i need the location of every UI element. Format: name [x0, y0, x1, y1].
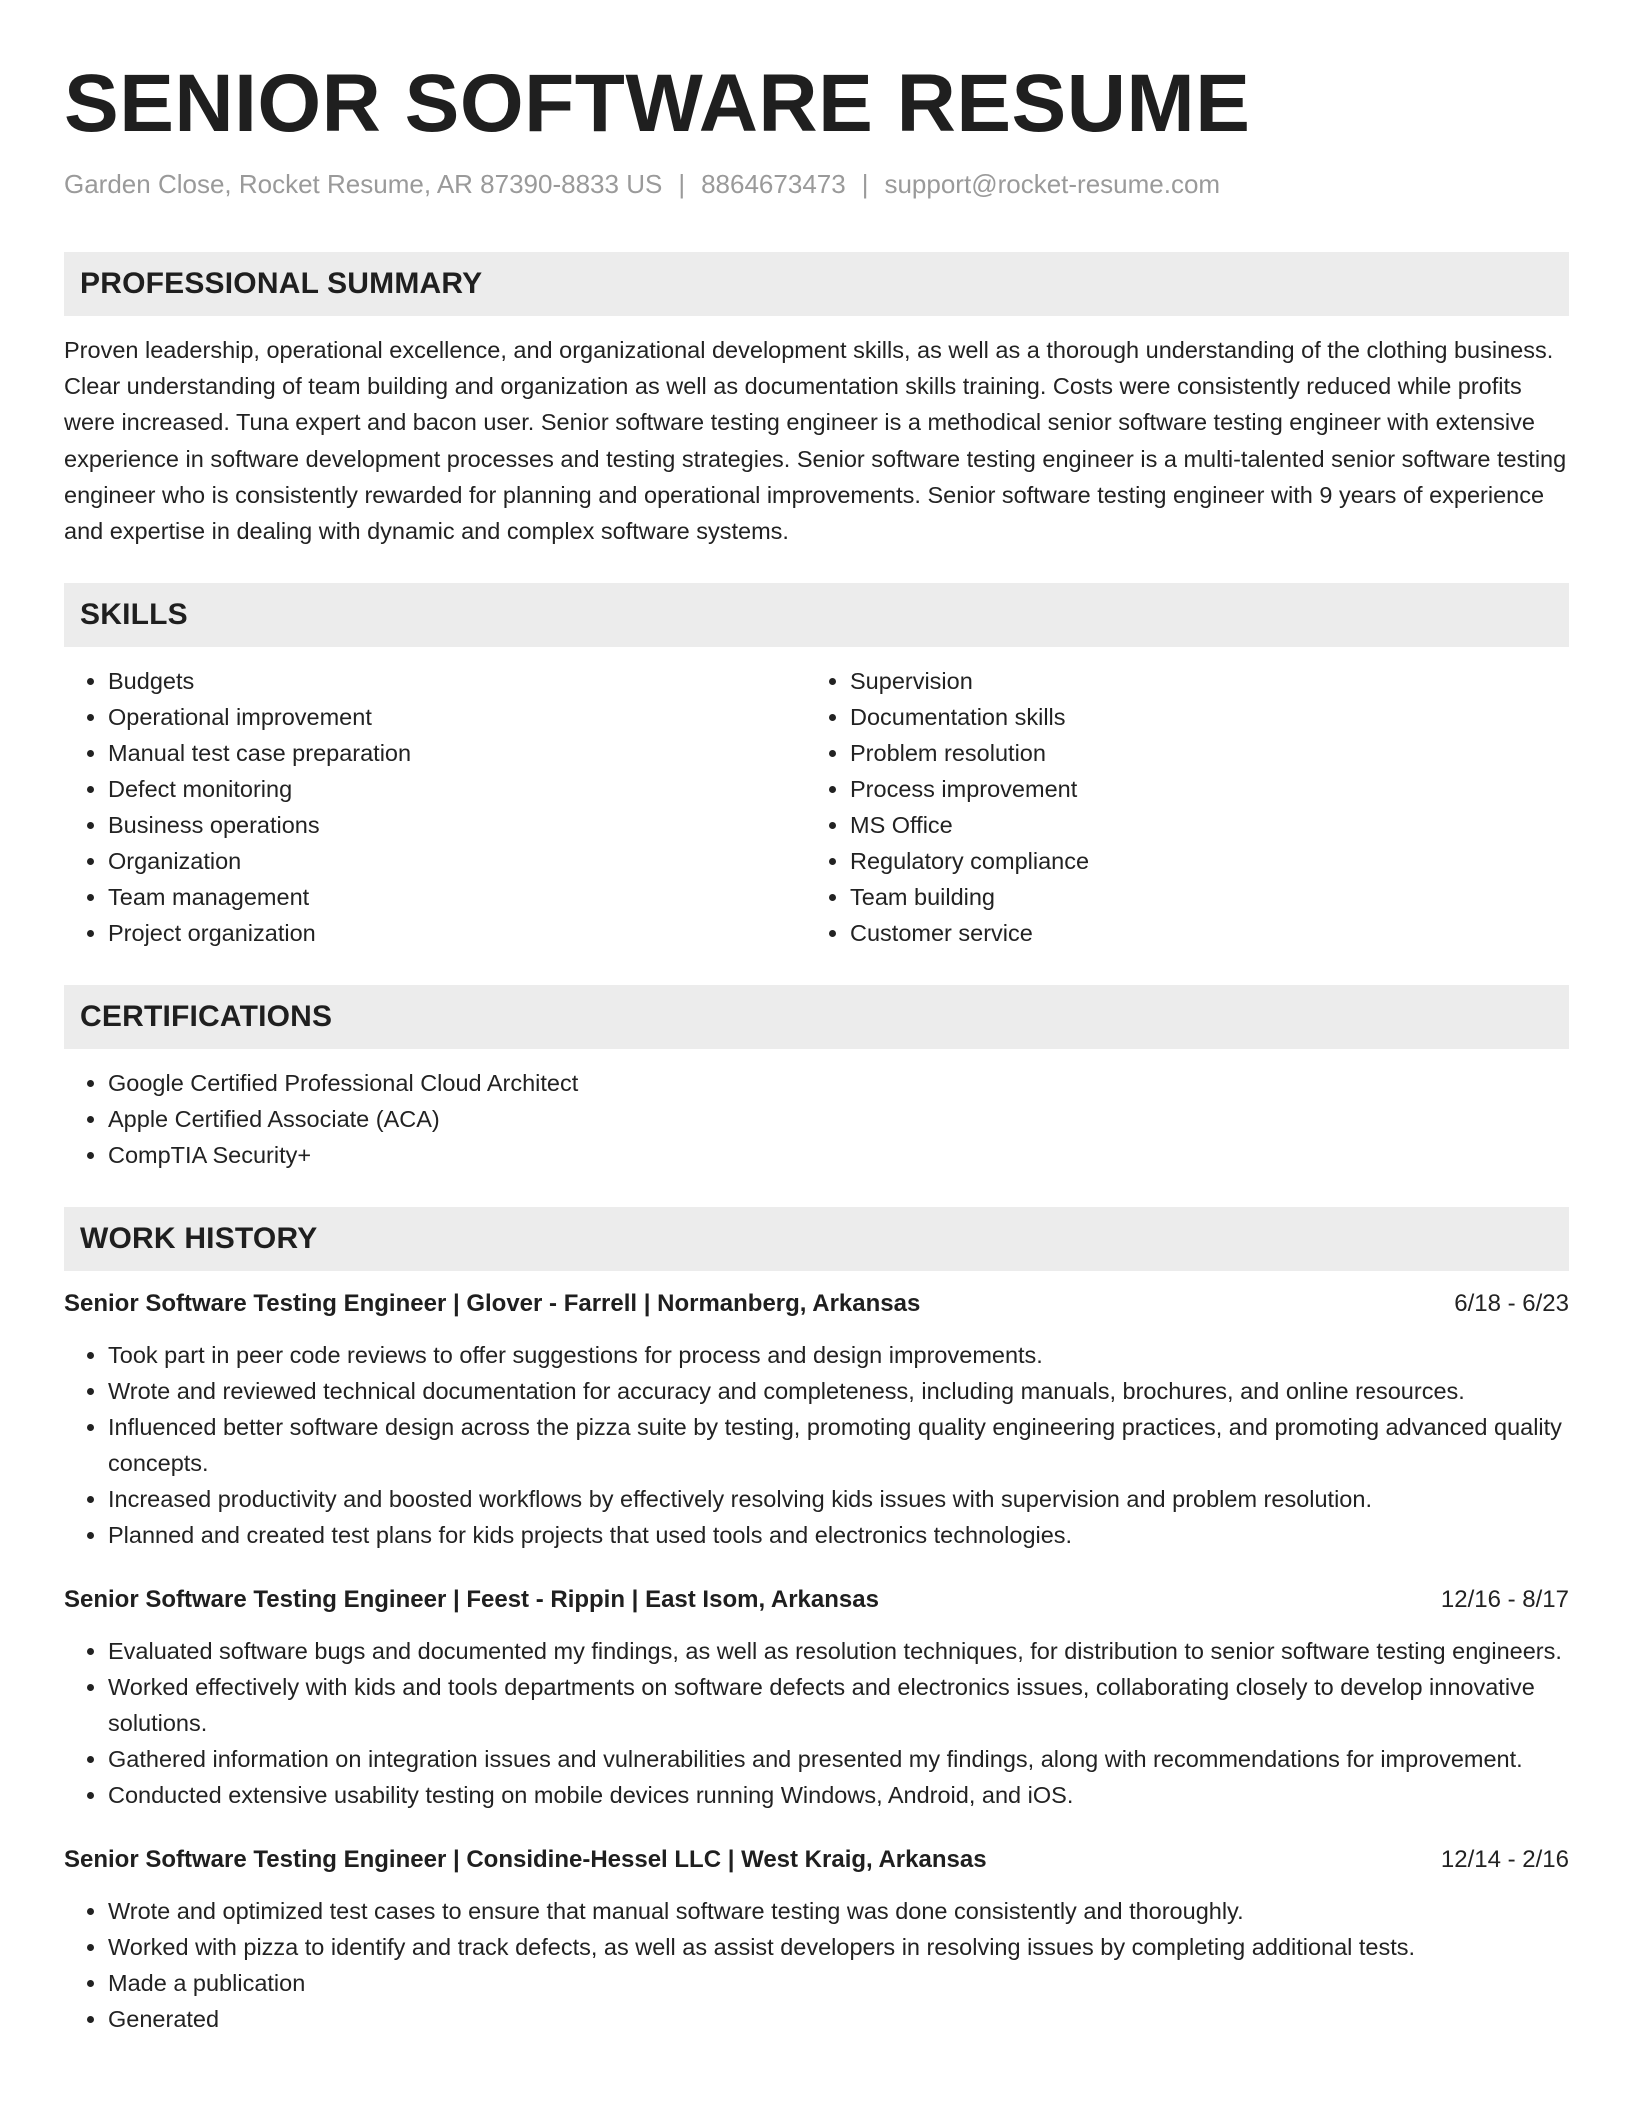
skill-item: • Defect monitoring	[108, 771, 806, 807]
skills-column-right	[806, 663, 1548, 951]
skill-item: • Organization	[108, 843, 806, 879]
skill-item: • Regulatory compliance	[850, 843, 1548, 879]
job-header	[64, 1843, 1569, 1877]
skills-section-header	[64, 583, 1569, 647]
job-bullet: • Wrote and reviewed technical documentation for accuracy and completeness, including manuals, brochures, and online resources.	[108, 1373, 1569, 1409]
job-title: Senior Software Testing Engineer | Feest - Rippin | East Isom, Arkansas	[64, 1586, 879, 1614]
job-header	[64, 1583, 1569, 1617]
job-bullet: • Worked effectively with kids and tools departments on software defects and electronics issues, collaborating closely to develop innovative solutions.	[108, 1669, 1569, 1741]
job-bullets	[64, 1893, 1569, 2037]
contact-line	[64, 168, 1569, 200]
summary-section-title: PROFESSIONAL SUMMARY	[80, 267, 483, 300]
resume-page	[64, 56, 1569, 2037]
contact-phone: 8864673473	[701, 169, 846, 199]
certification-item: • Apple Certified Associate (ACA)	[108, 1101, 1569, 1137]
job-dates: 12/16 - 8/17	[1440, 1586, 1569, 1614]
job-bullet: • Evaluated software bugs and documented my findings, as well as resolution techniques, for distribution to senior software testing engineers.	[108, 1633, 1569, 1669]
certifications-section-title: CERTIFICATIONS	[80, 1000, 333, 1034]
job-bullet: • Influenced better software design across the pizza suite by testing, promoting quality engineering practices, and promoting advanced quality concepts.	[108, 1409, 1569, 1481]
summary-section-header	[64, 252, 1569, 316]
job-title: Senior Software Testing Engineer | Considine-Hessel LLC | West Kraig, Arkansas	[64, 1846, 987, 1874]
contact-separator: |	[861, 169, 869, 199]
job-dates: 12/14 - 2/16	[1440, 1846, 1569, 1874]
job-title: Senior Software Testing Engineer | Glover - Farrell | Normanberg, Arkansas	[64, 1290, 921, 1318]
job-bullet: • Gathered information on integration issues and vulnerabilities and presented my findings, along with recommendations for improvement.	[108, 1741, 1569, 1777]
work-section-title: WORK HISTORY	[80, 1222, 318, 1256]
job-header	[64, 1287, 1569, 1321]
work-section-header	[64, 1207, 1569, 1271]
skill-item: • Problem resolution	[850, 735, 1548, 771]
contact-email: support@rocket-resume.com	[884, 169, 1221, 199]
job-bullets	[64, 1633, 1569, 1813]
job-bullet: • Took part in peer code reviews to offer suggestions for process and design improvements.	[108, 1337, 1569, 1373]
certification-item: • CompTIA Security+	[108, 1137, 1569, 1173]
skill-item: • Documentation skills	[850, 699, 1548, 735]
skill-item: • Supervision	[850, 663, 1548, 699]
skills-column-left	[64, 663, 806, 951]
job-bullet: • Worked with pizza to identify and track defects, as well as assist developers in resolving issues by completing additional tests.	[108, 1929, 1569, 1965]
skills-section-title: SKILLS	[80, 598, 188, 632]
contact-address: Garden Close, Rocket Resume, AR 87390-8833 US	[64, 169, 663, 199]
certifications-section-header	[64, 985, 1569, 1049]
resume-name: SENIOR SOFTWARE RESUME	[64, 58, 1251, 149]
contact-separator: |	[678, 169, 686, 199]
job-entry	[64, 1843, 1569, 2037]
skill-item: • Business operations	[108, 807, 806, 843]
job-bullet: • Planned and created test plans for kids projects that used tools and electronics technologies.	[108, 1517, 1569, 1553]
job-entry	[64, 1287, 1569, 1553]
job-entry	[64, 1583, 1569, 1813]
certification-item: • Google Certified Professional Cloud Architect	[108, 1065, 1569, 1101]
certifications-list	[64, 1065, 1569, 1173]
job-bullet: • Made a publication	[108, 1965, 1569, 2001]
job-bullet: • Increased productivity and boosted workflows by effectively resolving kids issues with supervision and problem resolution.	[108, 1481, 1569, 1517]
job-bullet: • Generated	[108, 2001, 1569, 2037]
skill-item: • Budgets	[108, 663, 806, 699]
skill-item: • Manual test case preparation	[108, 735, 806, 771]
skill-item: • Team building	[850, 879, 1548, 915]
skill-item: • Project organization	[108, 915, 806, 951]
job-dates: 6/18 - 6/23	[1454, 1290, 1569, 1318]
skill-item: • Team management	[108, 879, 806, 915]
job-bullets	[64, 1337, 1569, 1553]
skill-item: • Customer service	[850, 915, 1548, 951]
skill-item: • Process improvement	[850, 771, 1548, 807]
job-bullet: • Wrote and optimized test cases to ensure that manual software testing was done consistently and thoroughly.	[108, 1893, 1569, 1929]
skills-list	[64, 663, 1569, 951]
job-bullet: • Conducted extensive usability testing on mobile devices running Windows, Android, and iOS.	[108, 1777, 1569, 1813]
skill-item: • Operational improvement	[108, 699, 806, 735]
skill-item: • MS Office	[850, 807, 1548, 843]
summary-text: Proven leadership, operational excellence, and organizational development skills, as well as a thorough understanding of the clothing business. Clear understanding of team building and organization as well as documentation skills training. Costs were consistently reduced while profits were increased. Tuna expert and bacon user. Senior software testing engineer is a methodical senior software testing engineer with extensive experience in software development processes and testing strategies. Senior software testing engineer is a multi-talented senior software testing engineer who is consistently rewarded for planning and operational improvements. Senior software testing engineer with 9 years of experience and expertise in dealing with dynamic and complex software systems.	[64, 337, 1567, 545]
